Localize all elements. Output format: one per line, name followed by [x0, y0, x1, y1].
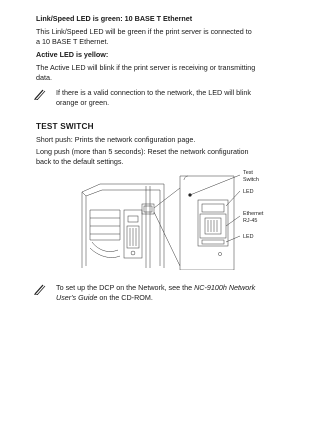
note2-line-2	[56, 293, 282, 303]
note2-text-before: To set up the DCP on the Network, see the	[56, 283, 195, 292]
heading-test-switch: TEST SWITCH	[36, 122, 94, 131]
heading-link-speed: Link/Speed LED is green: 10 BASE T Ethernet	[36, 14, 193, 23]
note2-guide-title-part-1: NC-9100h Network	[194, 283, 256, 292]
label-led-bottom: LED	[243, 234, 254, 240]
label-ethernet-line-1: Ethernet	[243, 211, 264, 217]
label-test-switch-line-2: Switch	[243, 177, 259, 183]
heading-active-led: Active LED is yellow:	[36, 50, 109, 59]
note2-text-after: on the CD-ROM.	[97, 292, 153, 302]
para-active-line-2: data.	[36, 72, 52, 82]
long-push-line-2: back to the default settings.	[36, 156, 124, 166]
note-pencil-icon	[34, 283, 48, 295]
label-led-top: LED	[243, 189, 254, 195]
paragraph-long-push	[36, 147, 284, 166]
paragraph-active-led	[36, 63, 284, 82]
note1-line-1: If there is a valid connection to the network, the LED will blink	[56, 88, 251, 97]
para-green-line-2: a 10 BASE T Ethernet.	[36, 36, 109, 46]
label-test-switch-line-1: Test	[243, 170, 253, 176]
note-pencil-icon	[34, 88, 48, 100]
note2-guide-title-part-2: User's Guide	[56, 292, 98, 302]
paragraph-short-push: Short push: Prints the network configuration page.	[36, 135, 196, 144]
note-dcp-setup	[44, 283, 282, 302]
long-push-line-1: Long push (more than 5 seconds): Reset the network configuration	[36, 147, 249, 156]
para-active-line-1: The Active LED will blink if the print server is receiving or transmitting	[36, 63, 256, 72]
note2-line-1	[56, 283, 282, 293]
note1-line-2: orange or green.	[56, 97, 110, 107]
note-led-blink	[44, 88, 282, 107]
network-port-figure	[80, 170, 280, 270]
paragraph-link-speed	[36, 27, 284, 46]
para-green-line-1: This Link/Speed LED will be green if the print server is connected to	[36, 27, 252, 36]
label-ethernet-line-2: RJ-45	[243, 218, 258, 224]
